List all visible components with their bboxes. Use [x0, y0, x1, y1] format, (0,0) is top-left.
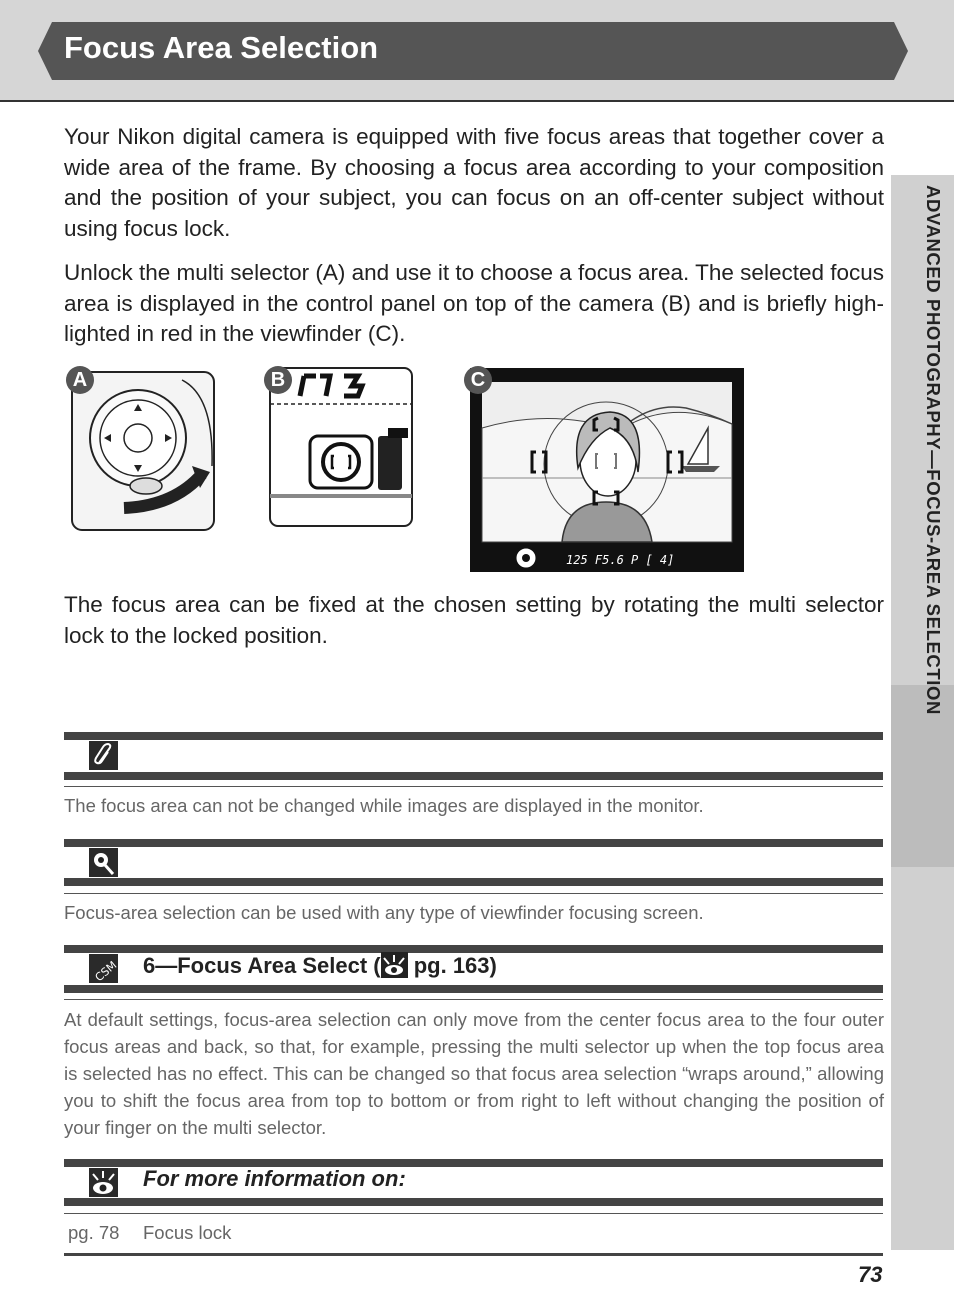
- csm-icon: [89, 954, 118, 983]
- csm-heading: [143, 952, 497, 979]
- side-tab-label: ADVANCED PHOTOGRAPHY—FOCUS-AREA SELECTION: [923, 185, 944, 715]
- page-number: 73: [858, 1262, 883, 1287]
- ref-rule: [64, 1213, 883, 1214]
- reference-icon: [89, 1168, 118, 1197]
- tip-rule: [64, 893, 883, 894]
- figure-label-a: A: [66, 366, 94, 394]
- ref-heading: For more information on:: [143, 1166, 406, 1191]
- note-bar-top: [64, 732, 883, 740]
- instruction-paragraph: Unlock the multi selector (A) and use it to choose a focus area. The selected focus area is displayed in the control panel on top of the camera (B) and is briefly high-lighted in red in the viewfinder (C).: [64, 260, 885, 346]
- ref-page[interactable]: pg. 78: [68, 1222, 120, 1243]
- figure-label-c: C: [464, 366, 492, 394]
- note-rule: [64, 786, 883, 787]
- intro-paragraph: Your Nikon digital camera is equipped with five focus areas that together cover a wide area of the frame. By choosing a focus area according to your composition and the position of your subject, you can focus on an off-center subject without using focus lock.: [64, 124, 884, 241]
- csm-bar-bottom: [64, 985, 883, 993]
- footer-rule: [64, 1253, 883, 1256]
- eye-icon: [381, 952, 408, 978]
- note-monitor: The focus area can not be changed while images are displayed in the monitor.: [64, 795, 704, 816]
- svg-text:CSM: CSM: [92, 958, 118, 983]
- lock-paragraph: The focus area can be fixed at the chosen setting by rotating the multi selector lock to the locked position.: [64, 592, 884, 648]
- figure-label-b: B: [264, 366, 292, 394]
- figure-control-panel: [268, 366, 416, 533]
- ref-bar-bottom: [64, 1198, 883, 1206]
- note-focusing-screen: Focus-area selection can be used with any type of viewfinder focusing screen.: [64, 902, 704, 923]
- csm-heading-prefix: 6—Focus Area Select (: [143, 953, 381, 978]
- page-title: Focus Area Selection: [64, 30, 379, 65]
- note-bar-bottom: [64, 772, 883, 780]
- tip-bar-top: [64, 839, 883, 847]
- figure-viewfinder: [470, 368, 744, 577]
- ref-topic[interactable]: Focus lock: [143, 1222, 232, 1243]
- paperclip-icon: [89, 741, 118, 770]
- tip-bar-bottom: [64, 878, 883, 886]
- tip-icon: [89, 848, 118, 877]
- viewfinder-readout: 125 F5.6 P [ 4]: [566, 553, 675, 567]
- csm-heading-suffix: pg. 163): [407, 953, 497, 978]
- csm-text: At default settings, focus-area selection can only move from the center focus area to the four outer focus areas and back, so that, for example, pressing the multi selector up when the top focus area is selected has no effect. This can be changed so that focus area selection “wraps around,” allowing you to shift the focus area from top to bottom or from right to left without changing the position of your finger on the multi selector.: [64, 1009, 884, 1138]
- csm-rule: [64, 999, 883, 1000]
